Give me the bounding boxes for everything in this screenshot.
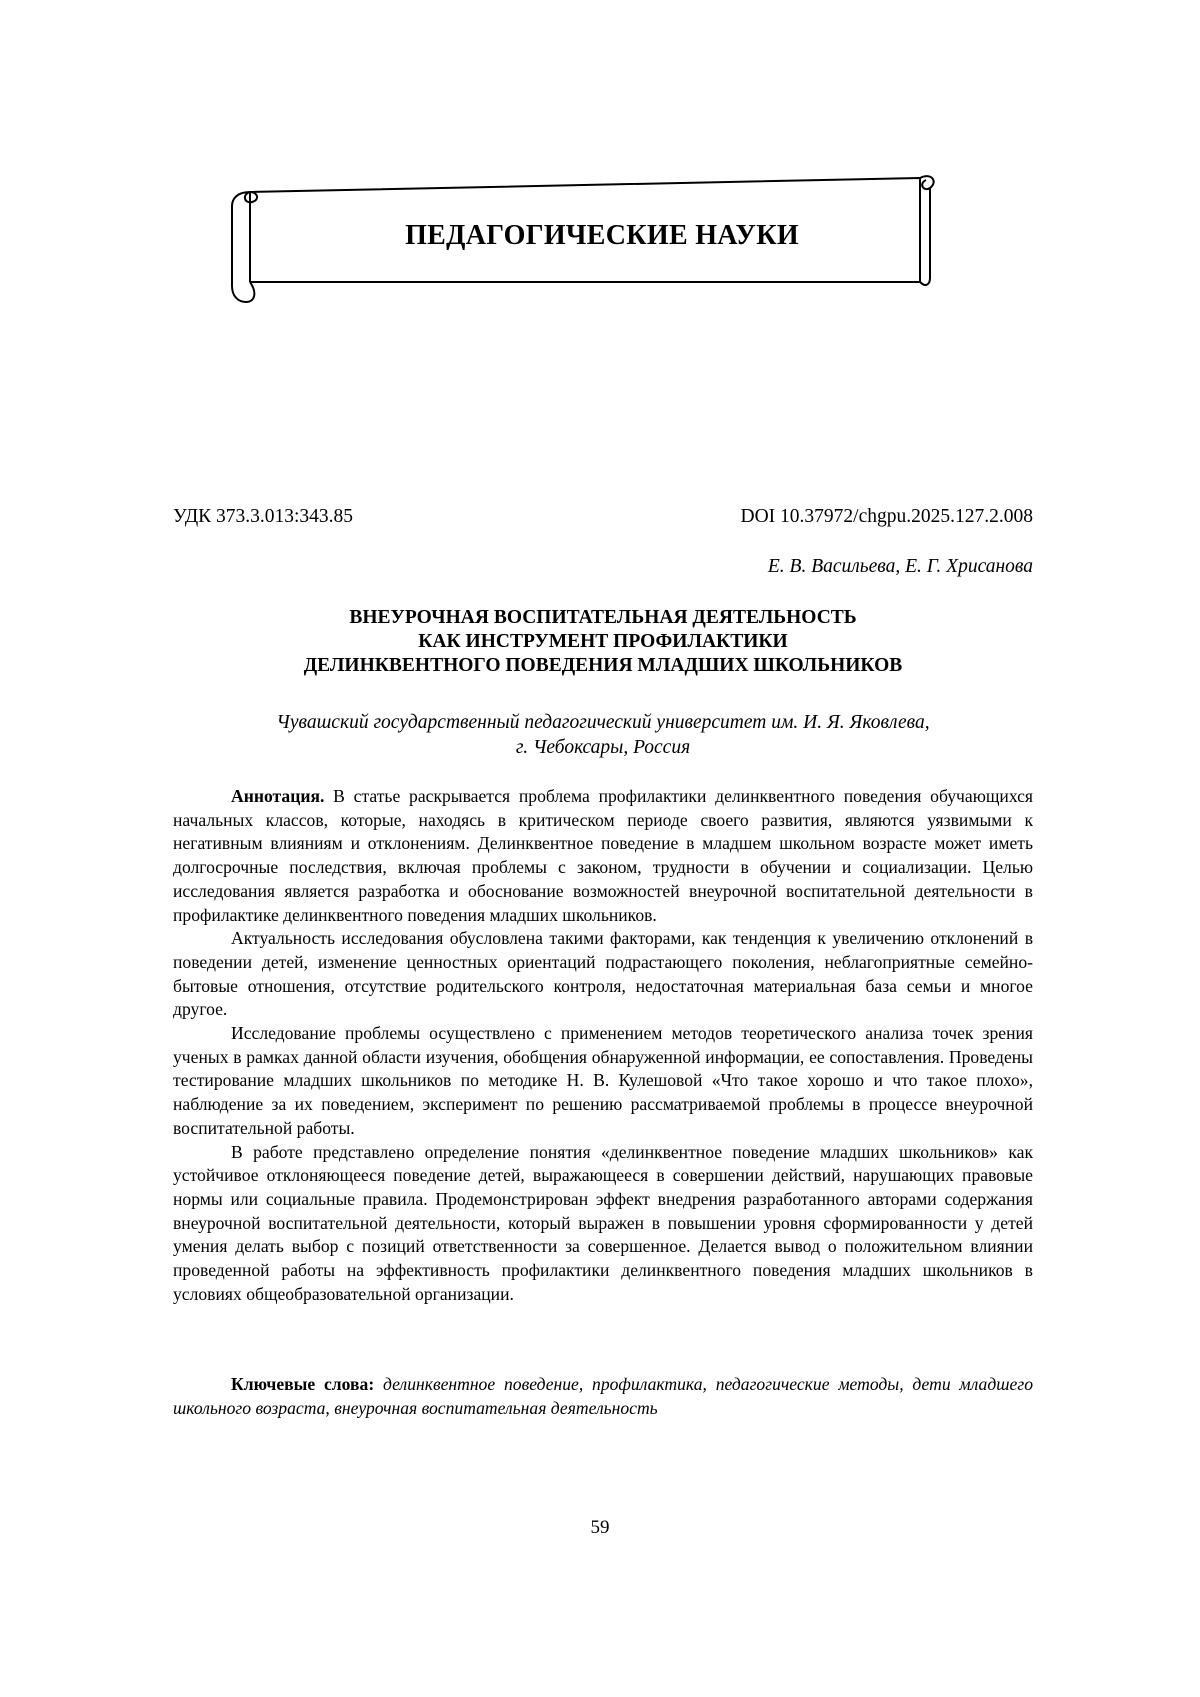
abstract-paragraph <box>173 785 1033 927</box>
abstract-paragraph: В работе представлено определение понятия «делинквентное поведение младших школьников» как устойчивое отклоняющееся поведение детей, выражающееся в совершении действий, нарушающих правовые нормы или социальные правила. Продемонстрирован эффект внедрения разработанного авторами содержания внеурочной воспитательной деятельности, который выражен в повышении уровня сформированности у детей умения делать выбор с позиций ответственности за совершенное. Делается вывод о положительном влиянии проведенной работы на эффективность профилактики делинквентного поведения младших школьников в условиях общеобразовательной организации. <box>173 1141 1033 1304</box>
title-line: ДЕЛИНКВЕНТНОГО ПОВЕДЕНИЯ МЛАДШИХ ШКОЛЬНИКОВ <box>303 655 903 676</box>
doi: DOI 10.37972/chgpu.2025.127.2.008 <box>740 506 1033 527</box>
affiliation-line: г. Чебоксары, Россия <box>515 737 691 758</box>
abstract-paragraph: Исследование проблемы осуществлено с применением методов теоретического анализа точек зрения ученых в рамках данной области изучения, обобщения обнаруженной информации, ее сопоставления. Проведены тестирование младших школьников по методике Н. В. Кулешовой «Что такое хорошо и что такое плохо», наблюдение за их поведением, эксперимент по решению рассматриваемой проблемы в процессе внеурочной воспитательной работы. <box>173 1023 1033 1138</box>
title-line: ВНЕУРОЧНАЯ ВОСПИТАТЕЛЬНАЯ ДЕЯТЕЛЬНОСТЬ <box>349 607 857 628</box>
authors: Е. В. Васильева, Е. Г. Хрисанова <box>767 556 1033 577</box>
keywords-text: делинквентное поведение, профилактика, педагогические методы, дети младшего школьного возраста, внеурочная воспитательная деятельность <box>173 1374 1033 1418</box>
section-title: ПЕДАГОГИЧЕСКИЕ НАУКИ <box>405 220 799 251</box>
keywords <box>173 1372 1033 1420</box>
affiliation <box>173 710 1033 760</box>
section-banner <box>232 170 972 310</box>
udk-code: УДК 373.3.013:343.85 <box>173 506 354 527</box>
affiliation-line: Чувашский государственный педагогический университет им. И. Я. Яковлева, <box>276 712 930 733</box>
article-title <box>173 606 1033 678</box>
abstract-text: В статье раскрывается проблема профилактики делинквентного поведения обучающихся начальных классов, которые, находясь в критическом периоде своего развития, являются уязвимыми к негативным влияниям и отклонениям. Делинквентное поведение в младшем школьном возрасте может иметь долгосрочные последствия, включая проблемы с законом, трудности в обучении и социализации. Целью исследования является разработка и обоснование возможностей внеурочной воспитательной деятельности в профилактике делинквентного поведения младших школьников. <box>173 786 1034 925</box>
keywords-label: Ключевые слова: <box>231 1374 375 1394</box>
page-number: 59 <box>590 1517 610 1538</box>
abstract-paragraph: Актуальность исследования обусловлена такими факторами, как тенденция к увеличению отклонений в поведении детей, изменение ценностных ориентаций подрастающего поколения, неблагоприятные семейно-бытовые отношения, отсутствие родительского контроля, недостаточная материальная база семьи и многое другое. <box>173 928 1033 1020</box>
abstract-label: Аннотация. <box>231 786 325 806</box>
title-line: КАК ИНСТРУМЕНТ ПРОФИЛАКТИКИ <box>418 631 788 652</box>
abstract <box>173 785 1033 1306</box>
meta-row <box>173 506 1033 536</box>
